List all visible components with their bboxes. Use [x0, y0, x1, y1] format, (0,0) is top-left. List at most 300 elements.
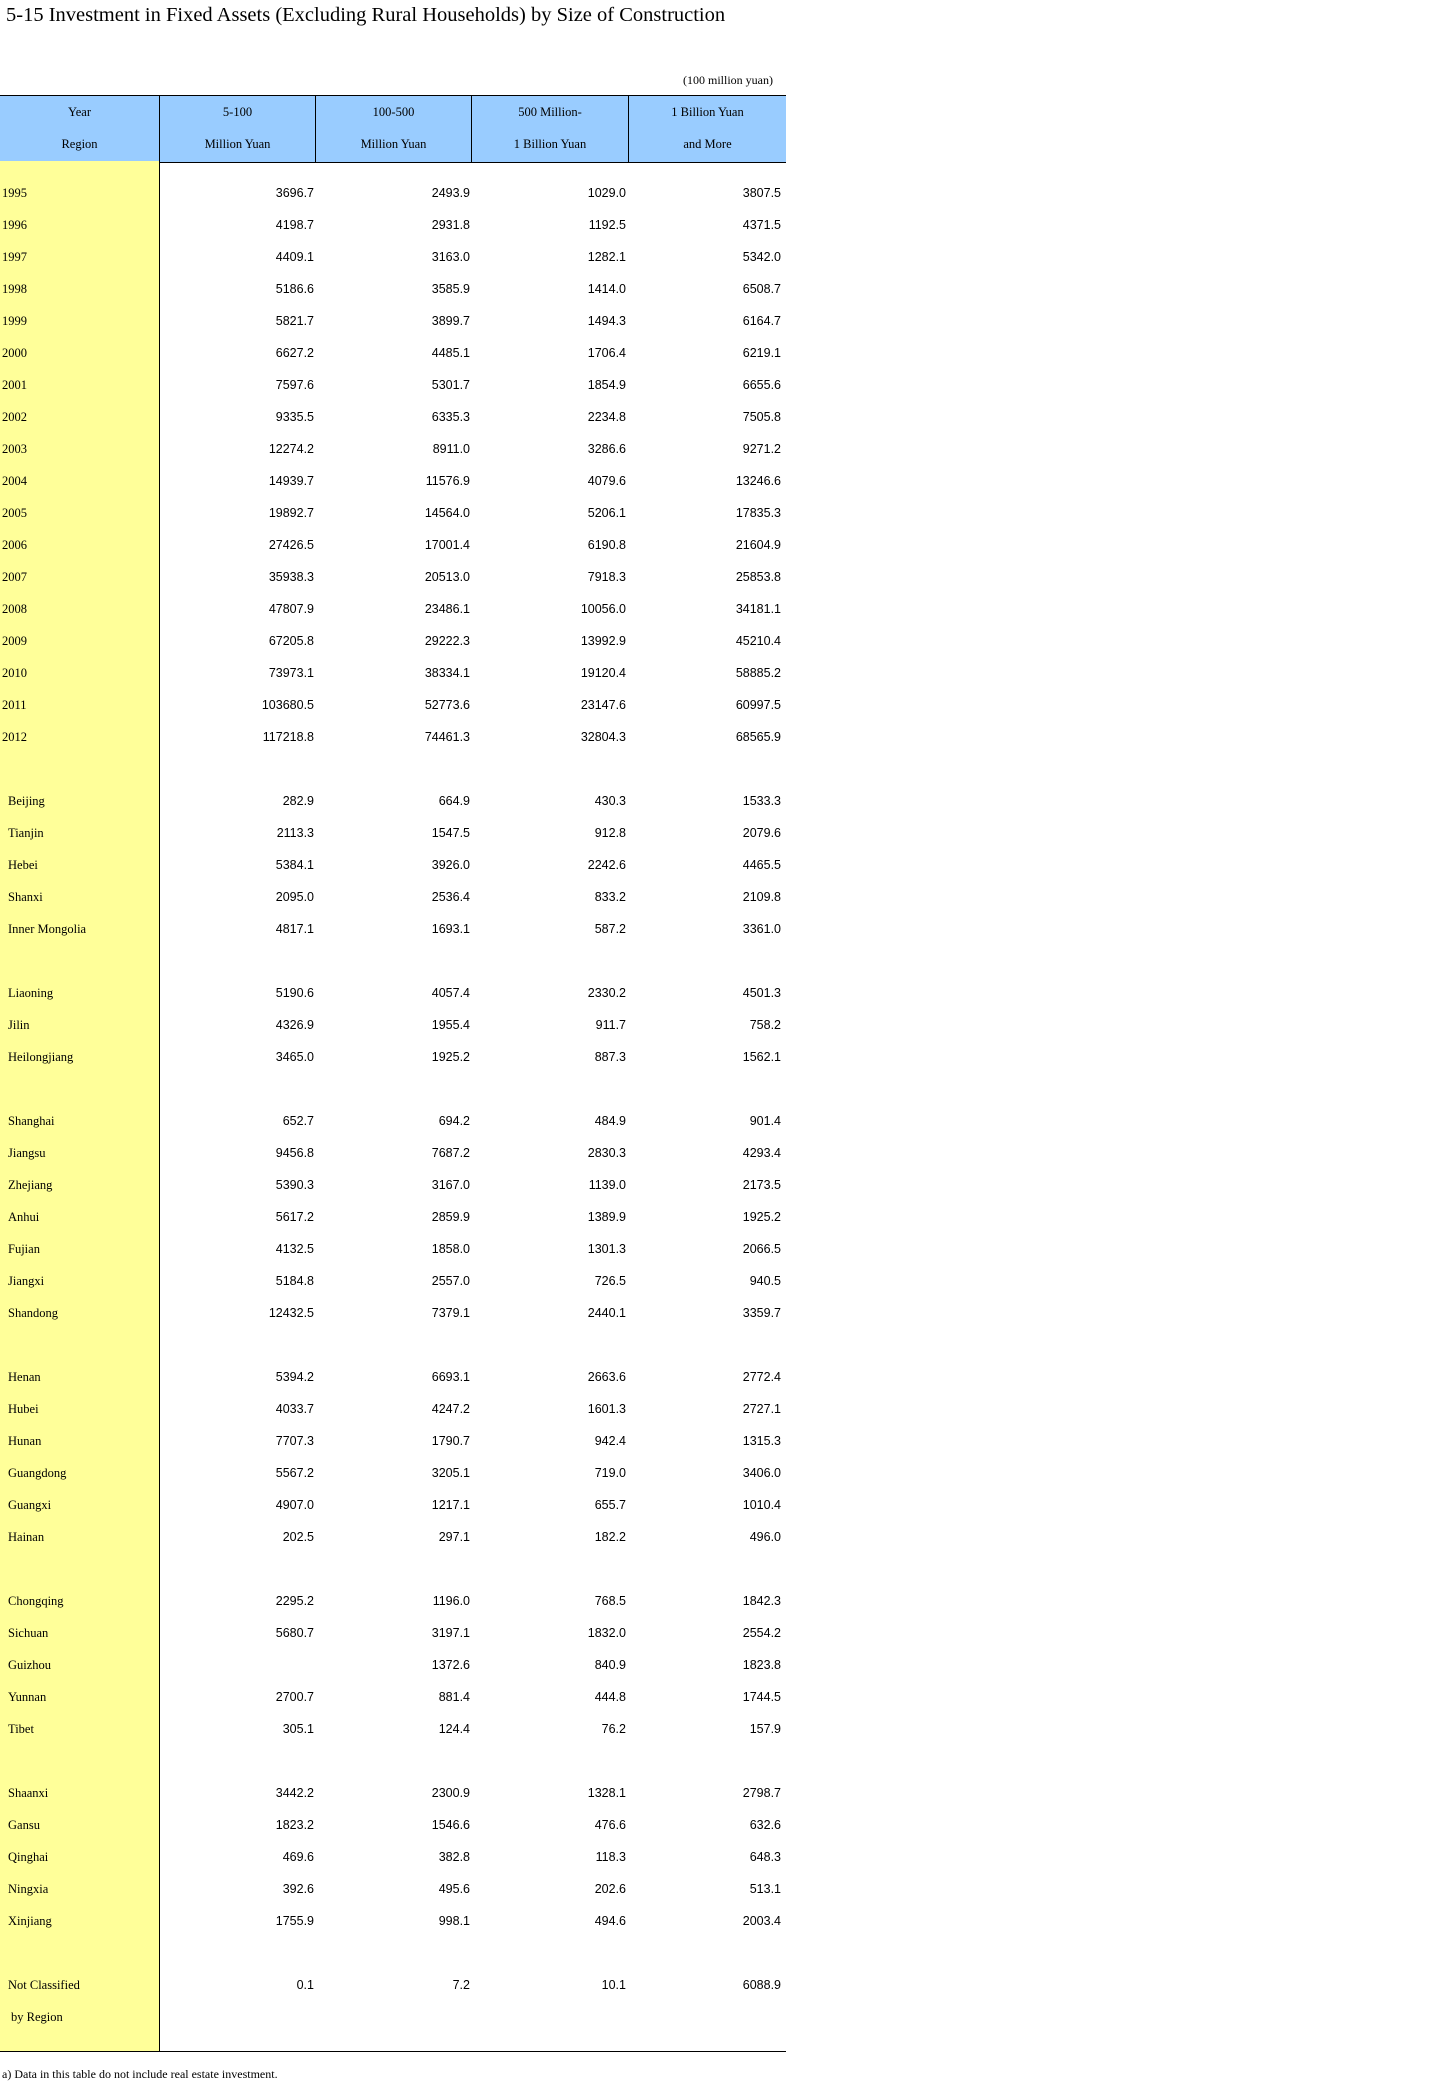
table-row [0, 890, 786, 910]
table-cell: 2859.9 [431, 1210, 470, 1224]
table-row [0, 1306, 786, 1326]
table-cell: 182.2 [594, 1530, 626, 1544]
table-header [0, 95, 786, 163]
table-cell: 1601.3 [587, 1402, 626, 1416]
table-row [0, 1530, 786, 1550]
table-cell: 1842.3 [742, 1594, 781, 1608]
table-cell: 34181.1 [735, 602, 781, 616]
table-cell: 5390.3 [275, 1178, 314, 1192]
table-cell: 4293.4 [742, 1146, 781, 1160]
table-cell: 32804.3 [580, 730, 626, 744]
row-label: Guizhou [8, 1658, 52, 1672]
header-col-line2: 1 Billion Yuan [513, 137, 587, 151]
table-row [0, 1626, 786, 1646]
row-label: 2008 [2, 602, 27, 616]
header-col-5-100 [159, 96, 315, 162]
table-cell: 2330.2 [587, 986, 626, 1000]
table-cell: 2066.5 [742, 1242, 781, 1256]
table-cell: 52773.6 [424, 698, 470, 712]
row-label: 2000 [2, 346, 27, 360]
table-cell: 3899.7 [431, 314, 470, 328]
table-cell: 912.8 [594, 826, 626, 840]
table-cell: 20513.0 [424, 570, 470, 584]
table-cell: 13246.6 [735, 474, 781, 488]
table-cell: 1372.6 [431, 1658, 470, 1672]
table-row [0, 826, 786, 846]
table-cell: 1546.6 [431, 1818, 470, 1832]
table-cell: 9456.8 [275, 1146, 314, 1160]
table-cell: 2830.3 [587, 1146, 626, 1160]
table-cell: 1790.7 [431, 1434, 470, 1448]
table-cell: 3696.7 [275, 186, 314, 200]
table-row [0, 378, 786, 398]
table-row [0, 1722, 786, 1742]
table-cell: 25853.8 [735, 570, 781, 584]
table-cell: 1744.5 [742, 1690, 781, 1704]
table-cell: 5821.7 [275, 314, 314, 328]
table-cell: 1315.3 [742, 1434, 781, 1448]
table-cell: 8911.0 [432, 442, 470, 456]
table-cell: 2700.7 [275, 1690, 314, 1704]
table-cell: 4465.5 [742, 858, 781, 872]
table-row [0, 570, 786, 590]
table-cell: 940.5 [749, 1274, 781, 1288]
table-cell: 2003.4 [742, 1914, 781, 1928]
table-cell: 7.2 [452, 1978, 470, 1992]
row-label: Ningxia [8, 1882, 49, 1896]
table-row [0, 1402, 786, 1422]
table-cell: 157.9 [749, 1722, 781, 1736]
table-cell: 6508.7 [742, 282, 781, 296]
table-cell: 13992.9 [580, 634, 626, 648]
table-row [0, 1978, 786, 1998]
table-row [0, 1114, 786, 1134]
table-cell: 495.6 [438, 1882, 470, 1896]
table-cell: 4501.3 [742, 986, 781, 1000]
table-cell: 103680.5 [261, 698, 314, 712]
table-cell: 2109.8 [742, 890, 781, 904]
table-cell: 1547.5 [431, 826, 470, 840]
table-cell: 5680.7 [275, 1626, 314, 1640]
table-cell: 444.8 [594, 1690, 626, 1704]
header-col-line1: 100-500 [372, 105, 415, 119]
table-cell: 998.1 [438, 1914, 470, 1928]
table-row [0, 698, 786, 718]
table-cell: 5567.2 [275, 1466, 314, 1480]
table-cell: 1301.3 [587, 1242, 626, 1256]
table-cell: 3807.5 [742, 186, 781, 200]
row-label: Hainan [8, 1530, 45, 1544]
page-title: 5-15 Investment in Fixed Assets (Excluding Rural Households) by Size of Construction [6, 4, 726, 26]
table-cell: 6190.8 [587, 538, 626, 552]
table-cell: 3205.1 [431, 1466, 470, 1480]
table-cell: 5342.0 [742, 250, 781, 264]
table-cell: 652.7 [282, 1114, 314, 1128]
table-cell: 1823.8 [742, 1658, 781, 1672]
table-row [0, 1818, 786, 1838]
unit-label: (100 million yuan) [683, 73, 773, 87]
table-cell: 1029.0 [587, 186, 626, 200]
table-cell: 655.7 [594, 1498, 626, 1512]
table-cell: 305.1 [282, 1722, 314, 1736]
row-label: 2010 [2, 666, 27, 680]
table-cell: 4409.1 [275, 250, 314, 264]
table-cell: 1832.0 [587, 1626, 626, 1640]
table-cell: 68565.9 [735, 730, 781, 744]
table-cell: 2536.4 [431, 890, 470, 904]
table-cell: 2493.9 [431, 186, 470, 200]
header-col-500m-1b [471, 96, 628, 162]
row-label: Yunnan [8, 1690, 47, 1704]
table-cell: 3359.7 [742, 1306, 781, 1320]
table-cell: 2727.1 [742, 1402, 781, 1416]
row-label: Gansu [8, 1818, 40, 1832]
table-cell: 1282.1 [587, 250, 626, 264]
table-cell: 664.9 [438, 794, 470, 808]
table-cell: 47807.9 [268, 602, 314, 616]
table-cell: 7505.8 [742, 410, 781, 424]
table-cell: 1858.0 [431, 1242, 470, 1256]
table-cell: 23147.6 [580, 698, 626, 712]
table-cell: 6693.1 [431, 1370, 470, 1384]
row-label: 2006 [2, 538, 27, 552]
table-cell: 19120.4 [580, 666, 626, 680]
table-cell: 1217.1 [431, 1498, 470, 1512]
table-cell: 7597.6 [275, 378, 314, 392]
table-cell: 1706.4 [587, 346, 626, 360]
table-cell: 14564.0 [424, 506, 470, 520]
table-cell: 901.4 [749, 1114, 781, 1128]
table-row [0, 186, 786, 206]
header-col-line2: Million Yuan [360, 137, 427, 151]
row-label: Beijing [8, 794, 45, 808]
table-cell: 11576.9 [425, 474, 470, 488]
table-cell: 74461.3 [424, 730, 470, 744]
table-cell: 632.6 [749, 1818, 781, 1832]
table-cell: 392.6 [282, 1882, 314, 1896]
table-cell: 3585.9 [431, 282, 470, 296]
table-cell: 2300.9 [431, 1786, 470, 1800]
table-cell: 1925.2 [431, 1050, 470, 1064]
row-label: Anhui [8, 1210, 40, 1224]
row-label: Inner Mongolia [8, 922, 87, 936]
table-cell: 4079.6 [587, 474, 626, 488]
table-cell: 496.0 [749, 1530, 781, 1544]
table-row [0, 1850, 786, 1870]
header-col-year-region [0, 96, 159, 162]
table-bottom-rule [0, 2051, 786, 2052]
table-cell: 7379.1 [431, 1306, 470, 1320]
row-label: Not Classified [8, 1978, 80, 1992]
row-label: 2011 [2, 698, 27, 712]
table-cell: 3406.0 [742, 1466, 781, 1480]
row-label: by Region [11, 2010, 63, 2024]
table-row [0, 1242, 786, 1262]
table-cell: 1925.2 [742, 1210, 781, 1224]
table-cell: 2557.0 [431, 1274, 470, 1288]
table-cell: 3926.0 [431, 858, 470, 872]
table-row [0, 410, 786, 430]
table-cell: 6164.7 [742, 314, 781, 328]
table-cell: 67205.8 [268, 634, 314, 648]
table-cell: 5394.2 [275, 1370, 314, 1384]
table-cell: 2772.4 [742, 1370, 781, 1384]
table-cell: 1854.9 [587, 378, 626, 392]
table-cell: 4371.5 [742, 218, 781, 232]
table-row [0, 1882, 786, 1902]
table-cell: 23486.1 [424, 602, 470, 616]
table-cell: 202.5 [282, 1530, 314, 1544]
table-cell: 758.2 [749, 1018, 781, 1032]
table-cell: 14939.7 [268, 474, 314, 488]
table-cell: 513.1 [749, 1882, 781, 1896]
table-row [0, 1466, 786, 1486]
table-row [0, 1370, 786, 1390]
table-cell: 1010.4 [742, 1498, 781, 1512]
table-cell: 726.5 [594, 1274, 626, 1288]
table-cell: 12274.2 [268, 442, 314, 456]
table-cell: 21604.9 [735, 538, 781, 552]
row-label: Sichuan [8, 1626, 49, 1640]
row-label: 1999 [2, 314, 27, 328]
header-col-line2: Million Yuan [204, 137, 271, 151]
table-cell: 5384.1 [275, 858, 314, 872]
table-cell: 469.6 [282, 1850, 314, 1864]
row-label: Qinghai [8, 1850, 49, 1864]
table-cell: 202.6 [594, 1882, 626, 1896]
table-cell: 1328.1 [587, 1786, 626, 1800]
row-label: Fujian [8, 1242, 40, 1256]
table-cell: 587.2 [594, 922, 626, 936]
table-row [0, 858, 786, 878]
table-cell: 2242.6 [587, 858, 626, 872]
table-cell: 58885.2 [735, 666, 781, 680]
table-cell: 3163.0 [431, 250, 470, 264]
table-cell: 45210.4 [735, 634, 781, 648]
table-cell: 35938.3 [268, 570, 314, 584]
header-col-line1: 500 Million- [518, 105, 582, 119]
table-row [0, 314, 786, 334]
table-cell: 2295.2 [275, 1594, 314, 1608]
row-label: Shanxi [8, 890, 43, 904]
table-cell: 494.6 [594, 1914, 626, 1928]
table-cell: 1823.2 [275, 1818, 314, 1832]
header-col-line1: 5-100 [222, 105, 253, 119]
table-row [0, 1690, 786, 1710]
table-cell: 887.3 [594, 1050, 626, 1064]
table-cell: 9271.2 [742, 442, 781, 456]
table-row [0, 1594, 786, 1614]
table-row [0, 1434, 786, 1454]
table-cell: 118.3 [595, 1850, 626, 1864]
table-row [0, 1786, 786, 1806]
table-row [0, 666, 786, 686]
table-cell: 2079.6 [742, 826, 781, 840]
table-cell: 5190.6 [275, 986, 314, 1000]
table-cell: 3442.2 [275, 1786, 314, 1800]
table-cell: 719.0 [594, 1466, 626, 1480]
table-row [0, 1658, 786, 1678]
footnote: a) Data in this table do not include real estate investment. [2, 2067, 278, 2081]
table-cell: 1955.4 [431, 1018, 470, 1032]
table-cell: 76.2 [601, 1722, 626, 1736]
table-row [0, 442, 786, 462]
row-label: Shaanxi [8, 1786, 49, 1800]
row-label: 2012 [2, 730, 27, 744]
table-cell: 7687.2 [431, 1146, 470, 1160]
row-label: Hubei [8, 1402, 39, 1416]
table-row [0, 794, 786, 814]
row-label: Liaoning [8, 986, 54, 1000]
header-col-line1: 1 Billion Yuan [671, 105, 744, 119]
table-cell: 2798.7 [742, 1786, 781, 1800]
table-cell: 6335.3 [431, 410, 470, 424]
row-label: Heilongjiang [8, 1050, 74, 1064]
row-label: 2003 [2, 442, 27, 456]
table-row [0, 922, 786, 942]
table-cell: 648.3 [749, 1850, 781, 1864]
header-col-line2: and More [683, 137, 732, 151]
table-cell: 282.9 [282, 794, 314, 808]
table-cell: 2095.0 [275, 890, 314, 904]
table-cell: 1494.3 [587, 314, 626, 328]
table-row [0, 506, 786, 526]
table-cell: 2234.8 [587, 410, 626, 424]
table-cell: 6088.9 [742, 1978, 781, 1992]
table-cell: 1389.9 [587, 1210, 626, 1224]
table-cell: 1192.5 [588, 218, 626, 232]
row-label: Zhejiang [8, 1178, 53, 1192]
header-col-line2: Region [61, 137, 98, 151]
table-cell: 484.9 [594, 1114, 626, 1128]
table-cell: 1196.0 [432, 1594, 470, 1608]
row-label: Tianjin [8, 826, 44, 840]
table-row [0, 634, 786, 654]
table-cell: 694.2 [438, 1114, 470, 1128]
row-label: Jiangxi [8, 1274, 45, 1288]
table-cell: 1755.9 [275, 1914, 314, 1928]
table-row [0, 602, 786, 622]
table-cell: 27426.5 [268, 538, 314, 552]
table-row [0, 250, 786, 270]
table-cell: 840.9 [594, 1658, 626, 1672]
row-label: 1995 [2, 186, 27, 200]
table-cell: 1693.1 [431, 922, 470, 936]
table-cell: 4485.1 [431, 346, 470, 360]
table-cell: 3197.1 [431, 1626, 470, 1640]
table-cell: 5206.1 [587, 506, 626, 520]
table-row [0, 474, 786, 494]
table-cell: 0.1 [296, 1978, 314, 1992]
table-cell: 38334.1 [424, 666, 470, 680]
table-cell: 60997.5 [735, 698, 781, 712]
table-row [0, 1050, 786, 1070]
table-cell: 2173.5 [742, 1178, 781, 1192]
table-row-continuation [0, 2010, 786, 2030]
row-label: 2002 [2, 410, 27, 424]
table-cell: 17835.3 [735, 506, 781, 520]
table-cell: 6627.2 [275, 346, 314, 360]
table-cell: 5301.7 [431, 378, 470, 392]
header-col-1b-more [628, 96, 786, 162]
row-label: Shanghai [8, 1114, 55, 1128]
row-label: Guangdong [8, 1466, 67, 1480]
table-cell: 942.4 [594, 1434, 626, 1448]
table-cell: 4198.7 [275, 218, 314, 232]
table-cell: 19892.7 [268, 506, 314, 520]
table-cell: 7707.3 [275, 1434, 314, 1448]
table-cell: 4817.1 [275, 922, 314, 936]
table-cell: 1533.3 [742, 794, 781, 808]
table-cell: 12432.5 [268, 1306, 314, 1320]
row-label: Henan [8, 1370, 41, 1384]
row-label: 1996 [2, 218, 27, 232]
table-cell: 2663.6 [587, 1370, 626, 1384]
table-row [0, 1018, 786, 1038]
table-cell: 4033.7 [275, 1402, 314, 1416]
table-cell: 382.8 [438, 1850, 470, 1864]
table-cell: 5186.6 [275, 282, 314, 296]
table-cell: 1139.0 [588, 1178, 626, 1192]
table-cell: 5617.2 [275, 1210, 314, 1224]
table-cell: 9335.5 [275, 410, 314, 424]
table-row [0, 1498, 786, 1518]
table-cell: 2440.1 [587, 1306, 626, 1320]
table-cell: 3361.0 [742, 922, 781, 936]
table-cell: 881.4 [438, 1690, 470, 1704]
row-label: 2009 [2, 634, 27, 648]
header-col-100-500 [315, 96, 471, 162]
table-cell: 73973.1 [268, 666, 314, 680]
table-cell: 4907.0 [275, 1498, 314, 1512]
table-cell: 4132.5 [275, 1242, 314, 1256]
row-label: Xinjiang [8, 1914, 52, 1928]
table-cell: 430.3 [594, 794, 626, 808]
table-cell: 5184.8 [275, 1274, 314, 1288]
table-row [0, 730, 786, 750]
table-cell: 2113.3 [276, 826, 314, 840]
table-cell: 29222.3 [424, 634, 470, 648]
table-cell: 6219.1 [742, 346, 781, 360]
table-cell: 17001.4 [424, 538, 470, 552]
table-row [0, 538, 786, 558]
table-row [0, 1210, 786, 1230]
table-cell: 3167.0 [431, 1178, 470, 1192]
table-cell: 10056.0 [580, 602, 626, 616]
table-cell: 1414.0 [587, 282, 626, 296]
table-row [0, 986, 786, 1006]
table-cell: 124.4 [438, 1722, 470, 1736]
table-cell: 3465.0 [275, 1050, 314, 1064]
table-cell: 7918.3 [587, 570, 626, 584]
row-label: Shandong [8, 1306, 58, 1320]
row-label: Guangxi [8, 1498, 52, 1512]
row-label: Hebei [8, 858, 38, 872]
row-label: Chongqing [8, 1594, 64, 1608]
table-row [0, 1274, 786, 1294]
table-cell: 117218.8 [262, 730, 314, 744]
table-cell: 476.6 [594, 1818, 626, 1832]
table-cell: 4247.2 [431, 1402, 470, 1416]
row-label: 2001 [2, 378, 27, 392]
table-cell: 911.7 [595, 1018, 626, 1032]
header-col-line1: Year [67, 105, 92, 119]
table-row [0, 1146, 786, 1166]
table-cell: 2931.8 [431, 218, 470, 232]
table-row [0, 346, 786, 366]
row-label: Tibet [8, 1722, 34, 1736]
table-cell: 6655.6 [742, 378, 781, 392]
